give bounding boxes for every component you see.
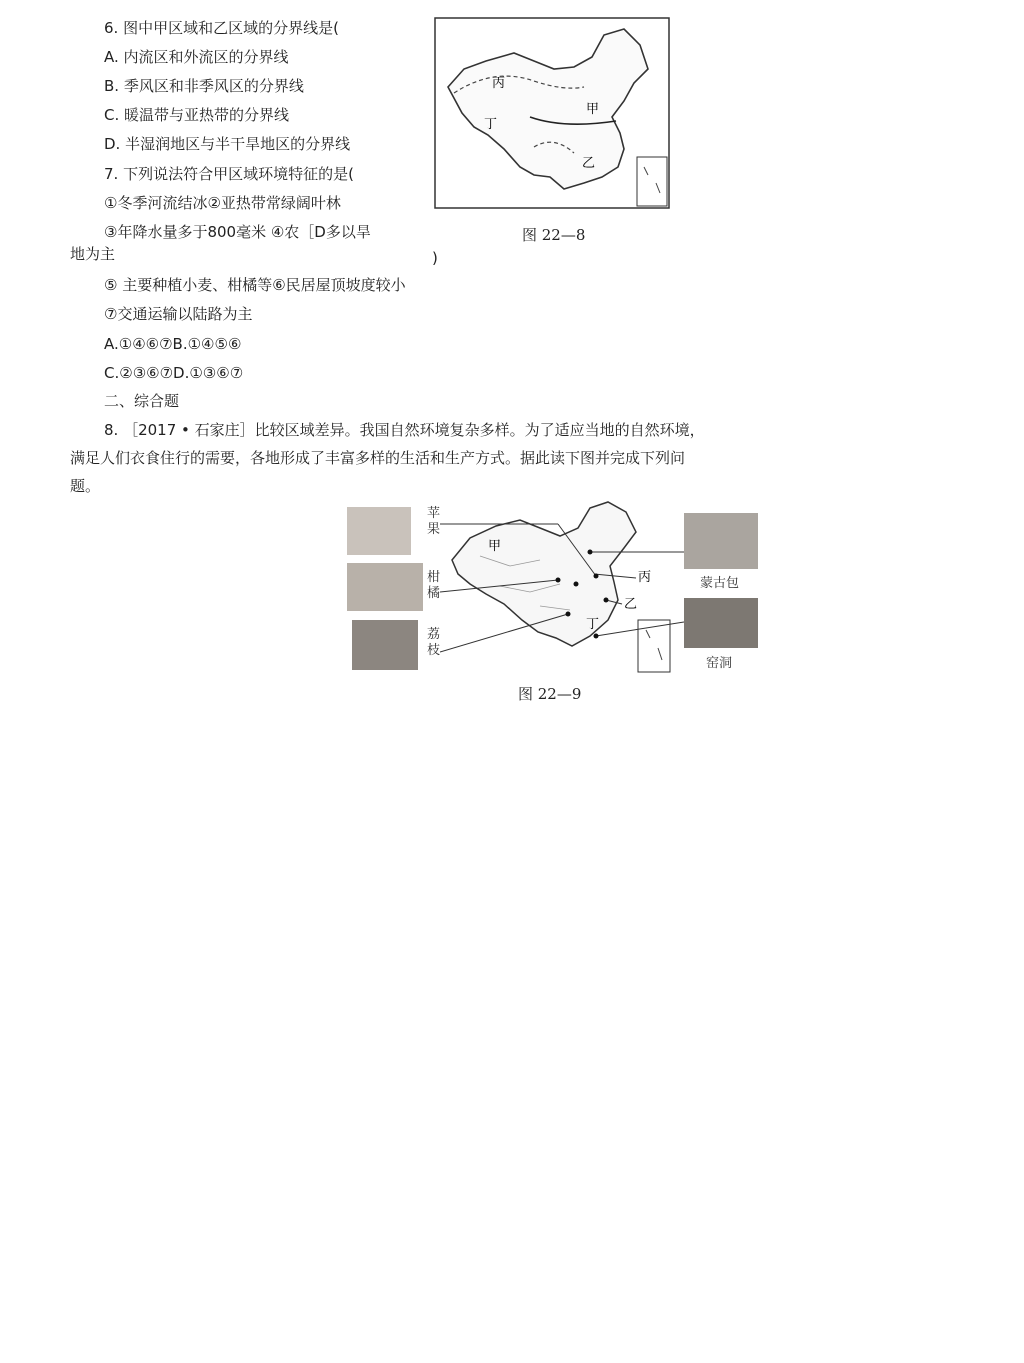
cave-dwelling-photo: [684, 598, 758, 648]
cave-dwelling-label: 窑洞: [706, 656, 733, 671]
apple-label: 苹果: [427, 506, 441, 537]
figure-22-9-map: [440, 496, 684, 674]
q7-options-cd: C.②③⑥⑦D.①③⑥⑦: [104, 364, 244, 382]
q7-line-2: ③年降水量多于800毫米 ④农［D多以旱: [104, 223, 371, 241]
citrus-label: 柑橘: [427, 570, 441, 601]
q7-options-ab: A.①④⑥⑦B.①④⑤⑥: [104, 335, 242, 353]
region-jia-label: 甲: [586, 102, 600, 117]
q7-line-5: ⑦交通运输以陆路为主: [104, 305, 253, 323]
region-bing-label: 丙: [492, 76, 506, 91]
figure-22-8-caption: 图 22—8: [522, 226, 586, 244]
q7-line-4: ⑤ 主要种植小麦、柑橘等⑥民居屋顶坡度较小: [104, 276, 406, 294]
q6-option-c: C. 暖温带与亚热带的分界线: [104, 106, 290, 124]
south-sea-inset-2: [638, 620, 670, 672]
apple-photo: [347, 507, 411, 555]
q7-paren: ): [432, 249, 438, 267]
map-ding-label: 丁: [586, 617, 600, 632]
q8-line-1: 8. ［2017 • 石家庄］比较区域差异。我国自然环境复杂多样。为了适应当地的自然环境，: [104, 421, 705, 439]
south-sea-inset: [637, 157, 667, 206]
lychee-photo: [352, 620, 418, 670]
region-yi-label: 乙: [582, 156, 596, 171]
q6-stem: 6. 图中甲区域和乙区域的分界线是(: [104, 19, 339, 37]
yurt-photo: [684, 513, 758, 569]
map-jia-label: 甲: [488, 539, 502, 554]
q6-option-b: B. 季风区和非季风区的分界线: [104, 77, 304, 95]
yurt-label: 蒙古包: [700, 576, 740, 591]
q8-line-3: 题。: [70, 477, 101, 495]
q6-option-d: D. 半湿润地区与半干旱地区的分界线: [104, 135, 351, 153]
q8-line-2: 满足人们衣食住行的需要，各地形成了丰富多样的生活和生产方式。据此读下图并完成下列问: [70, 449, 686, 467]
map-yi-label: 乙: [624, 597, 638, 612]
q7-line-3: 地为主: [70, 245, 116, 263]
region-ding-label: 丁: [484, 117, 498, 132]
figure-22-9-caption: 图 22—9: [518, 685, 582, 703]
q7-line-1: ①冬季河流结冰②亚热带常绿阔叶林: [104, 194, 341, 212]
lychee-label: 荔枝: [427, 627, 441, 658]
q7-stem: 7. 下列说法符合甲区域环境特征的是(: [104, 165, 354, 183]
map-bing-label: 丙: [638, 570, 652, 585]
q6-option-a: A. 内流区和外流区的分界线: [104, 48, 289, 66]
section-heading: 二、综合题: [104, 392, 180, 410]
citrus-photo: [347, 563, 423, 611]
figure-22-8-map: [434, 17, 670, 209]
